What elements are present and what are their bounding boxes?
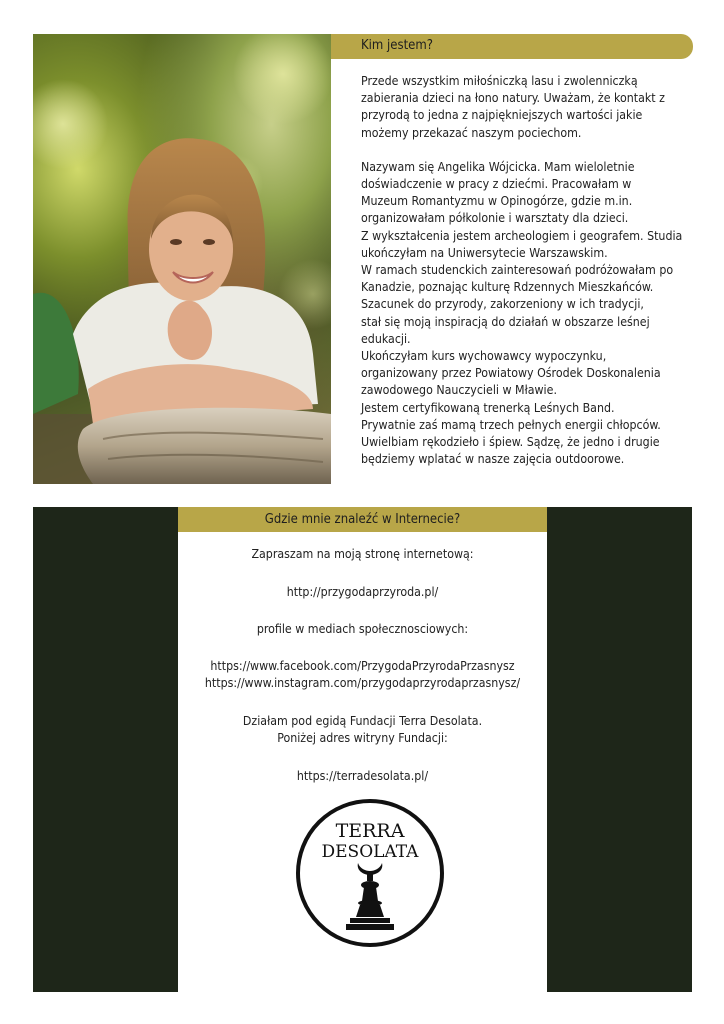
online-heading-bar — [178, 507, 547, 532]
bio-line: Prywatnie zaś mamą trzech pełnych energii chłopców. — [361, 417, 661, 432]
bio-line: Muzeum Romantyzmu w Opinogórze, gdzie m.in. — [361, 194, 633, 209]
bio-line: Przede wszystkim miłośniczką lasu i zwolenniczką — [361, 74, 638, 88]
bio-line: W ramach studenckich zainteresowań podróżowałam po — [361, 263, 674, 278]
about-heading: Kim jestem? — [361, 38, 433, 53]
bio-line: Z wykształcenia jestem archeologiem i geografem. Studia — [361, 228, 683, 243]
about-heading-bar — [331, 34, 693, 59]
bio-line: możemy przekazać naszym pociechom. — [361, 125, 582, 140]
bio-line: Szacunek do przyrody, zakorzeniony w ich tradycji, — [361, 297, 644, 312]
bio-line: zabierania dzieci na łono natury. Uważam, że kontakt z — [361, 91, 665, 106]
bio-line: Jestem certyfikowaną trenerką Leśnych Band. — [361, 400, 615, 415]
bio-line: doświadczenie w pracy z dziećmi. Pracowałam w — [361, 177, 632, 192]
bio-line: organizowałam półkolonie i warsztaty dla dzieci. — [361, 211, 629, 226]
foundation-text: Poniżej adres witryny Fundacji: — [277, 731, 448, 745]
bio-line: Ukończyłam kurs wychowawcy wypoczynku, — [361, 349, 607, 364]
bio-line: organizowany przez Powiatowy Ośrodek Doskonalenia — [361, 366, 661, 381]
website-link[interactable]: http://przygodaprzyroda.pl/ — [286, 585, 439, 599]
about-text — [361, 73, 696, 468]
logo-text-line1: TERRA — [335, 820, 405, 842]
social-label: profile w mediach społecznosciowych: — [256, 622, 469, 636]
bio-line: stał się moją inspiracją do działań w obszarze leśnej — [361, 314, 650, 329]
logo-text-line2: DESOLATA — [321, 842, 419, 862]
bio-line: Uwielbiam rękodzieło i śpiew. Sądzę, że jedno i drugie — [361, 435, 660, 450]
online-links — [178, 546, 547, 785]
facebook-link[interactable]: https://www.facebook.com/PrzygodaPrzyrodaPrzasnysz — [210, 659, 515, 673]
website-invite: Zapraszam na moją stronę internetową: — [251, 547, 474, 561]
foundation-link[interactable]: https://terradesolata.pl/ — [296, 769, 429, 783]
paragraph-gap — [361, 142, 696, 159]
bio-line: edukacji. — [361, 331, 411, 346]
bio-line: będziemy wplatać w nasze zajęcia outdoorowe. — [361, 452, 625, 467]
instagram-link[interactable]: https://www.instagram.com/przygodaprzyrodaprzasnysz/ — [204, 676, 521, 690]
foundation-text: Działam pod egidą Fundacji Terra Desolata. — [242, 714, 483, 728]
portrait-photo — [33, 34, 331, 484]
terra-desolata-logo — [294, 797, 446, 949]
bio-line: Kanadzie, poznając kulturę Rdzennych Mieszkańców. — [361, 280, 654, 295]
bio-line: Nazywam się Angelika Wójcicka. Mam wieloletnie — [361, 159, 635, 174]
bio-line: przyrodą to jedna z najpiękniejszych wartości jakie — [361, 108, 643, 123]
portrait-illustration — [33, 34, 331, 484]
online-heading: Gdzie mnie znaleźć w Internecie? — [264, 512, 461, 527]
bio-line: ukończyłam na Uniwersytecie Warszawskim. — [361, 245, 608, 260]
bio-line: zawodowego Nauczycieli w Mławie. — [361, 383, 557, 398]
